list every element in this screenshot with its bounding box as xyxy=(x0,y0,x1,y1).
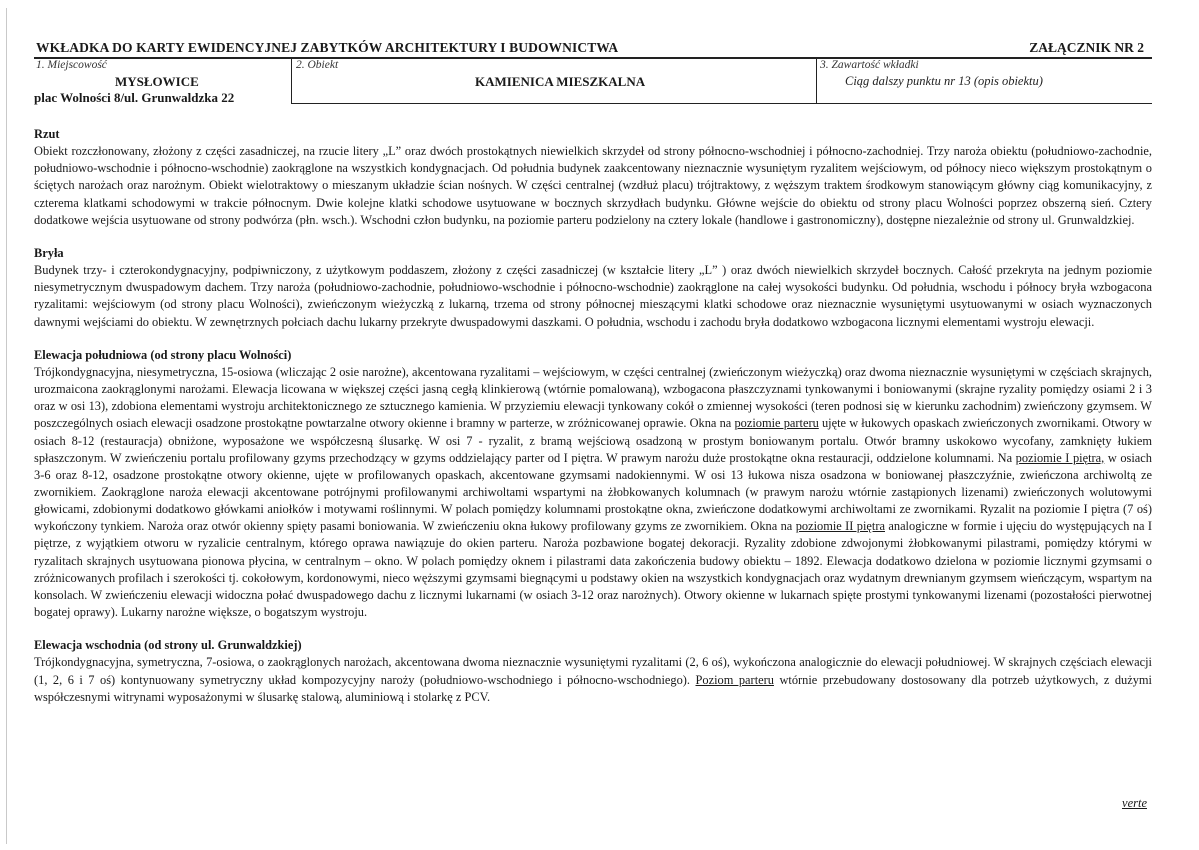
contents-value: Ciąg dalszy punktu nr 13 (opis obiektu) xyxy=(845,74,1043,88)
location-address: plac Wolności 8/ul. Grunwaldzka 22 xyxy=(34,90,235,105)
header-bottom-rule xyxy=(291,103,1152,104)
field-divider-1 xyxy=(291,58,292,104)
object-label: 2. Obiekt xyxy=(296,59,339,71)
document-title: WKŁADKA DO KARTY EWIDENCYJNEJ ZABYTKÓW ARCHITEKTURY I BUDOWNICTWA xyxy=(36,40,619,55)
contents-label: 3. Zawartość wkładki xyxy=(820,59,919,71)
document-header xyxy=(32,38,1152,56)
section-title-east-elevation: Elewacja wschodnia (od strony ul. Grunwaldzkiej) xyxy=(34,638,302,653)
east-text-part-2: wtórnie przebudowany dostosowany dla potrzeb użytkowych, z dużymi współczesnymi witrynami wyposażonymi w ślusarkę stalową, aluminiową i stolarkę z PCV. xyxy=(34,672,1152,704)
south-underlined-first-floor: poziomie I piętra, xyxy=(1015,450,1105,465)
south-underlined-ground-floor: poziomie parteru xyxy=(734,416,819,431)
south-text-part-1: Trójkondygnacyjna, niesymetryczna, 15-osiowa (wliczając 2 osie narożne), akcentowana ryzalitami – wejściowym, w części centralnej (zwieńczonym wieżyczką) oraz dwoma nieznacznie wysuniętymi w częściach skrajnych, urozmaicona zaokrąglonymi narożami. Elewacja licowana w większej części jasną cegłą klinkierową (wtórnie pomalowaną), wzbogacona płaszczyznami tynkowanymi i boniowanymi (skrajne ryzality pomiędzy osiami 2 i 3 oraz w osi 13), zdobiona elementami wystroju architektonicznego ze sztucznego kamienia. W przyziemiu elewacji tynkowany cokół o zmiennej wysokości (teren podnosi się w kierunku zachodnim) zwieńczony gzymsem. W poszczególnych osiach elewacji osadzone prostokątne powtarzalne otwory okienne i bramny w parterze, w zróżnicowanej oprawie. Okna na xyxy=(34,364,1152,431)
object-name: KAMIENICA MIESZKALNA xyxy=(475,74,646,89)
verte-note: verte xyxy=(1122,796,1147,810)
scan-edge-line xyxy=(6,8,7,844)
section-title-rzut: Rzut xyxy=(34,127,60,141)
section-title-south-elevation: Elewacja południowa (od strony placu Wolności) xyxy=(34,347,292,362)
south-underlined-second-floor: poziomie II piętra xyxy=(795,519,885,534)
south-text-part-2: ujęte w łukowych opaskach zwieńczonych zwornikami. Otwory w osiach 8-12 (restauracja) obniżone, wyposażone we współczesną ślusarkę. W osi 7 - ryzalit, z bramą wejściową osadzoną w prostym boniowanym portalu. Otwór bramny uskokowo wycofany, zamknięty łukiem spłaszczonym. W zwieńczeniu portalu profilowany gzyms przechodzący w gzyms oddzielający parter od I piętra. W prawym narożu duże prostokątne okna restauracji, oddzielone kolumnami. Na xyxy=(34,416,1153,465)
section-title-bryla: Bryła xyxy=(34,245,64,260)
location-city: MYSŁOWICE xyxy=(115,74,199,89)
south-text-part-3: w osiach 3-6 oraz 8-12, osadzone prostokątne otwory okienne, ujęte w profilowanych opaskach, akcentowane gzymsami nadokiennymi. W osi 13 łukowa nisza osadzona w boniowanej płaszczyźnie, zwieńczona archiwoltą ze zwornikiem. Zaokrąglone naroża elewacji akcentowane potrójnymi profilowanymi archiwoltami wspartymi na żłobkowanych kolumnach (w prawym narożu wtórnie zastąpionych lizenami) zwieńczonych wolutowymi głowicami, zdobionymi dodatkowo główkami aniołków i motywami roślinnymi. W polach pomiędzy kolumnami prostokątne okna, zwieńczone dodatkowymi archiwoltami ze zwornikami. Ryzalit na poziomie I piętra (7 oś) wykończony tynkiem. Naroża oraz otwór okienny spięty pasami boniowania. W zwieńczeniu okna łukowy profilowany gzyms ze zwornikiem. Okna na xyxy=(34,450,1153,534)
east-underlined-ground-floor: Poziom parteru xyxy=(695,672,774,687)
section-text-east-elevation xyxy=(34,654,1152,705)
location-label: 1. Miejscowość xyxy=(36,59,107,71)
section-text-bryla: Budynek trzy- i czterokondygnacyjny, podpiwniczony, z użytkowym poddaszem, złożony z części zasadniczej (w kształcie litery „L” ) oraz dwóch niewielkich skrzydeł bocznych. Całość przekryta na jednym poziomie niesymetrycznym dwuspadowym dachem. Trzy naroża (południowo-zachodnie, południowo-wschodnie i północno-wschodnie) zaokrąglone na całej wysokości budynku. Od południa, wschodu i północy bryła wzbogacona ryzalitami: wejściowym (od strony placu Wolności), zwieńczonym wieżyczką z lukarną, trzema od strony północnej mieszącymi klatki schodowe oraz nieznacznie wysuniętymi usytuowanymi w osiach wyznaczonych dawnymi wejściami do obiektu. W zewnętrznych połciach dachu lukarny przekryte dwuspadowymi daszkami. O południa, wschodu i zachodu bryła dodatkowo wzbogacona licznymi elementami wystroju elewacji. xyxy=(34,263,1152,329)
field-divider-2 xyxy=(816,58,817,104)
south-text-part-4: analogiczne w formie i ujęciu do występujących na I piętrze, z wyjątkiem otworu w ryzalicie centralnym, którego oprawa nawiązuje do okien parteru. Naroża pozbawione bogatej dekoracji. Ryzality zdobione zdwojonymi żłobkowanymi pilastrami, pomiędzy którymi w ryzalitach skrajnych usytuowana pionowa płycina, w centralnym – okno. W polach pomiędzy oknem i pilastrami data zakończenia budowy obiektu – 1892. Elewacja dodatkowo dzielona w poziomie licznymi gzymsami o zróżnicowanych profilach i szerokości tj. cokołowym, kordonowymi, nieco węższymi gzymsami biegnącymi u podstawy okien na wszystkich kondygnacjach oraz wydatnym drewnianym gzymsem wieńczącym, wspartym na konsolach. W zwieńczeniu elewacji widoczna połać dwuspadowego dachu z licznymi lukarnami (w osiach 3-12 oraz narożnych). Otwory okienne w lukarnach spięte prostymi tynkowanymi lizenami (pozostałości pierwotnej bogatej oprawy). Lukarny narożne większe, o bogatszym wystroju. xyxy=(34,519,1153,620)
east-text-part-1: Trójkondygnacyjna, symetryczna, 7-osiowa, o zaokrąglonych narożach, akcentowana dwoma nieznacznie wysuniętymi ryzalitami (2, 6 oś), wykończona analogicznie do elewacji południowej. W skrajnych częściach elewacji (1, 2, 6 i 7 oś) kontynuowany symetryczny układ kompozycyjny naroży (południowo-wschodniego i północno-wschodniego). xyxy=(34,655,1152,687)
annex-number: ZAŁĄCZNIK NR 2 xyxy=(1029,40,1144,55)
header-top-rule xyxy=(34,57,1152,59)
section-text-rzut: Obiekt rozczłonowany, złożony z części zasadniczej, na rzucie litery „L” oraz dwóch prostokątnych niewielkich skrzydeł od strony północno-wschodniej i północno-zachodniej. Trzy naroża obiektu (południowo-zachodnie, południowo-wschodnie i północno-wschodnie) zaokrąglone na wszystkich kondygnacjach. Od południa budynek zaakcentowany nieznacznie wysuniętym ryzalitem wejściowym, od północy nieco większym prostokątnym o ściętych narożach oraz narożnym. Obiekt wielotraktowy o mieszanym układzie ścian nośnych. W części centralnej (wzdłuż placu) trójtraktowy, z węższym traktem środkowym stanowiącym główny ciąg komunikacyjny, z czterema klatkami schodowymi w trakcie północnym. Dwie kolejne klatki schodowe usytuowane w bocznych skrzydłach budynku. Główne wejście do obiektu od strony placu Wolności poprzez obszerną sień. Cztery dodatkowe wejścia usytuowane od strony podwórza (płn. wsch.). Wschodni człon budynku, na poziomie parteru podzielony na cztery lokale (handlowe i gastronomiczny), dostępne niezależnie od strony ul. Grunwaldzkiej. xyxy=(34,144,1152,227)
document-body xyxy=(34,126,1152,722)
section-text-south-elevation xyxy=(34,364,1152,621)
